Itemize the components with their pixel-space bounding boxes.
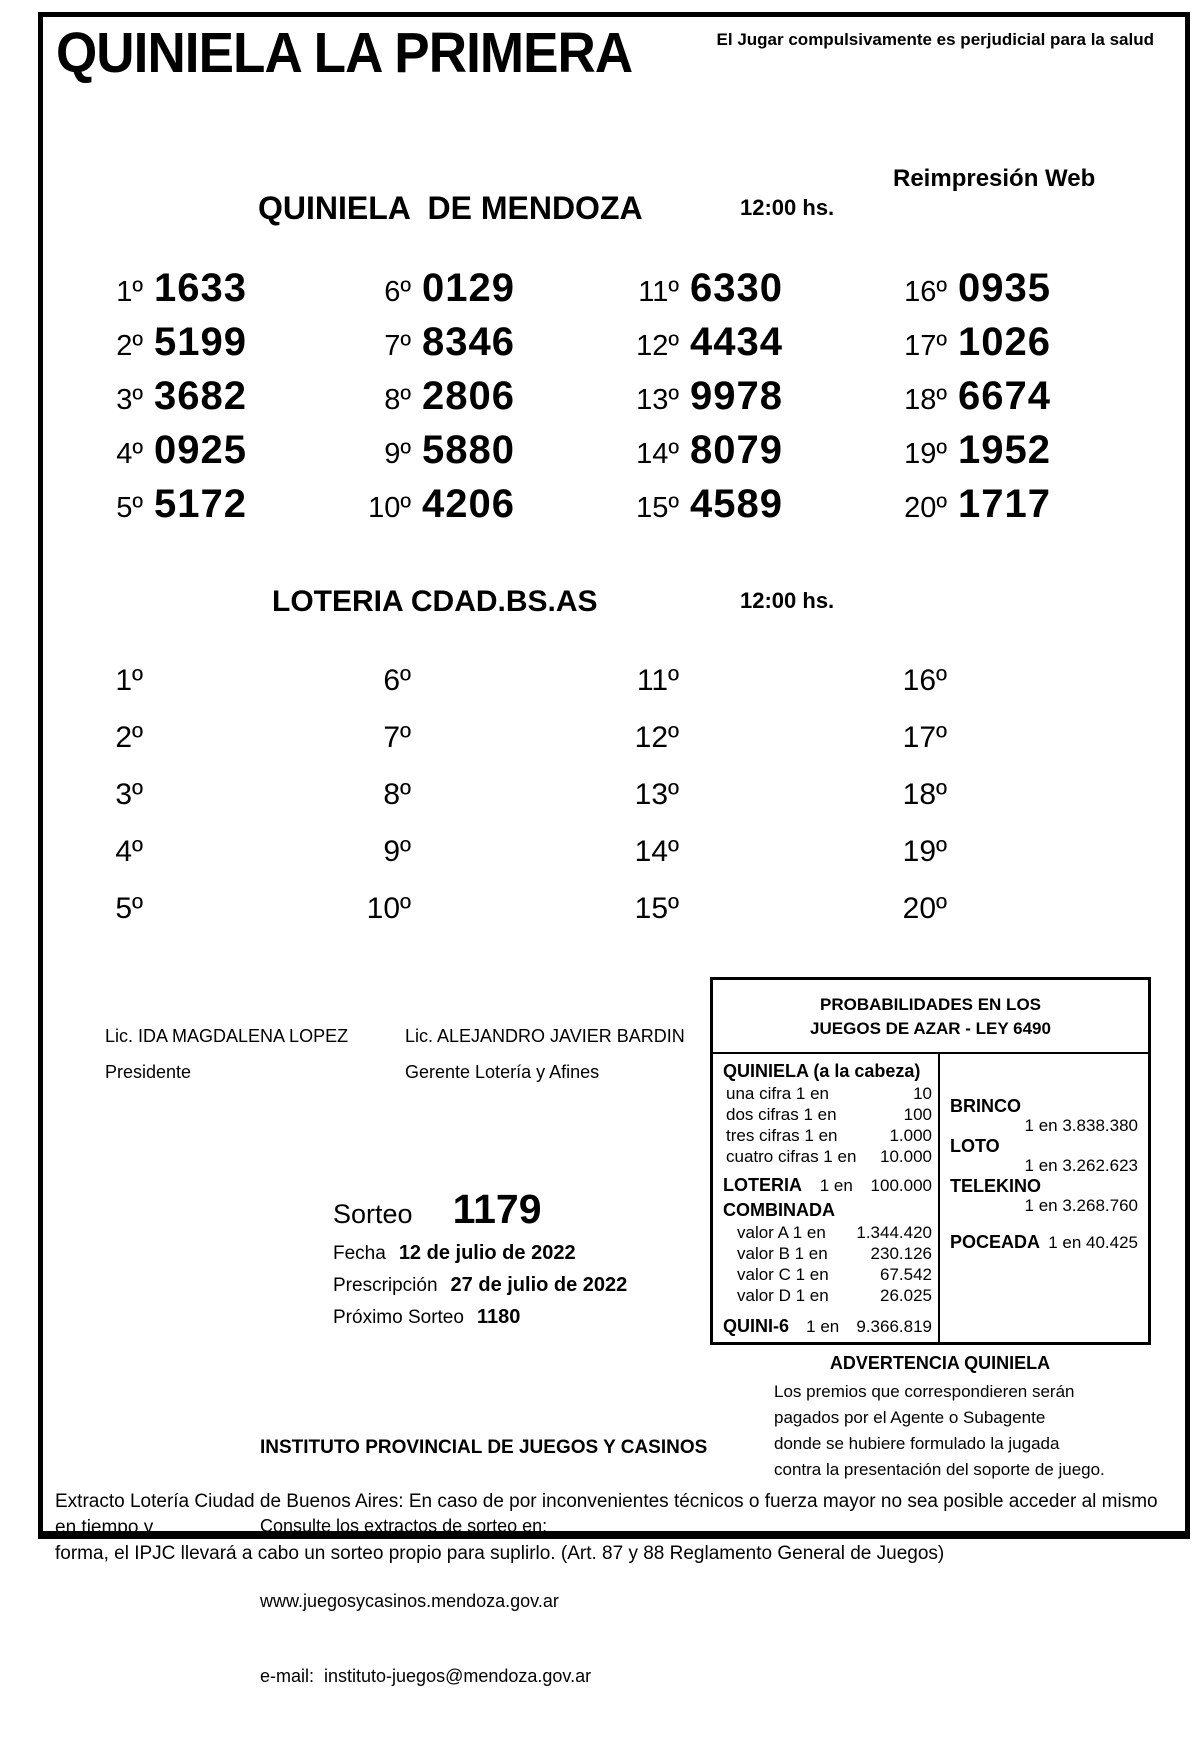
position-ordinal: 8º bbox=[384, 384, 411, 416]
position-ordinal: 14º bbox=[634, 835, 679, 868]
signature-name: Lic. ALEJANDRO JAVIER BARDIN bbox=[405, 1026, 685, 1046]
result-row bbox=[85, 320, 353, 374]
position-ordinal: 20º bbox=[902, 892, 947, 925]
odds-value: 230.126 bbox=[870, 1244, 932, 1263]
signature-name: Lic. IDA MAGDALENA LOPEZ bbox=[105, 1026, 349, 1046]
position-ordinal: 19º bbox=[904, 438, 947, 470]
result-row bbox=[85, 721, 353, 778]
position-ordinal: 20º bbox=[904, 492, 947, 524]
odds-row bbox=[723, 1285, 932, 1306]
draw-date-row bbox=[333, 1242, 627, 1265]
results-column bbox=[621, 664, 889, 949]
game-odds-entry bbox=[950, 1176, 1138, 1215]
position-ordinal: 6º bbox=[383, 664, 411, 697]
position-ordinal: 7º bbox=[383, 721, 411, 754]
result-row bbox=[889, 778, 1157, 835]
footer-note bbox=[55, 1489, 1179, 1567]
probabilities-body bbox=[713, 1054, 1148, 1342]
position-ordinal: 6º bbox=[384, 276, 411, 308]
quiniela-odds-rows bbox=[723, 1083, 932, 1167]
odds-label: dos cifras 1 en bbox=[726, 1105, 837, 1124]
game-odds-value: 1 en 3.838.380 bbox=[1024, 1116, 1138, 1135]
result-row bbox=[85, 664, 353, 721]
quini6-label: QUINI-6 bbox=[723, 1316, 790, 1336]
position-ordinal: 1º bbox=[116, 276, 143, 308]
winning-number: 0925 bbox=[154, 428, 247, 472]
bsas-results-grid bbox=[85, 664, 1157, 949]
quini6-odds-row bbox=[723, 1315, 932, 1338]
result-row bbox=[353, 664, 621, 721]
winning-number: 8079 bbox=[690, 428, 783, 472]
page-title: QUINIELA LA PRIMERA bbox=[56, 21, 633, 85]
position-ordinal: 3º bbox=[116, 384, 143, 416]
result-row bbox=[621, 320, 889, 374]
odds-row bbox=[723, 1264, 932, 1285]
result-row bbox=[889, 266, 1157, 320]
result-row bbox=[621, 778, 889, 835]
signature-president bbox=[105, 1026, 348, 1083]
position-ordinal: 9º bbox=[383, 835, 411, 868]
result-row bbox=[353, 320, 621, 374]
probabilities-title-line2: JUEGOS DE AZAR - LEY 6490 bbox=[810, 1019, 1051, 1038]
mendoza-draw-time: 12:00 hs. bbox=[740, 195, 835, 220]
next-draw-row bbox=[333, 1306, 627, 1329]
result-row bbox=[353, 892, 621, 949]
position-ordinal: 11º bbox=[636, 664, 679, 697]
odds-value: 100 bbox=[903, 1105, 932, 1124]
position-ordinal: 16º bbox=[902, 664, 947, 697]
result-row bbox=[353, 835, 621, 892]
advertencia-line: donde se hubiere formulado la jugada bbox=[774, 1434, 1060, 1453]
quini6-value: 9.366.819 bbox=[856, 1317, 932, 1336]
position-ordinal: 4º bbox=[116, 438, 143, 470]
winning-number: 6330 bbox=[690, 266, 783, 310]
result-row bbox=[621, 664, 889, 721]
winning-number: 8346 bbox=[422, 320, 515, 364]
draw-info-block bbox=[333, 1186, 627, 1329]
odds-row bbox=[723, 1146, 932, 1167]
winning-number: 9978 bbox=[690, 374, 783, 418]
result-row bbox=[85, 892, 353, 949]
position-ordinal: 12º bbox=[634, 721, 679, 754]
game-name: BRINCO bbox=[950, 1096, 1021, 1116]
position-ordinal: 5º bbox=[115, 892, 143, 925]
loteria-odds-row bbox=[723, 1174, 932, 1197]
result-row bbox=[889, 482, 1157, 536]
odds-label: cuatro cifras 1 en bbox=[726, 1147, 857, 1166]
result-row bbox=[621, 428, 889, 482]
position-ordinal: 3º bbox=[115, 778, 143, 811]
game-name: TELEKINO bbox=[950, 1176, 1042, 1196]
position-ordinal: 8º bbox=[383, 778, 411, 811]
winning-number: 6674 bbox=[958, 374, 1051, 418]
position-ordinal: 1º bbox=[115, 664, 143, 697]
result-row bbox=[353, 721, 621, 778]
combinada-odds-rows bbox=[723, 1222, 932, 1306]
position-ordinal: 9º bbox=[384, 438, 411, 470]
probabilities-box bbox=[710, 977, 1151, 1345]
position-ordinal: 16º bbox=[904, 276, 947, 308]
gambling-warning-text: El Jugar compulsivamente es perjudicial para la salud bbox=[716, 30, 1154, 49]
game-odds-value: 1 en 3.262.623 bbox=[1024, 1156, 1138, 1175]
position-ordinal: 5º bbox=[116, 492, 143, 524]
odds-row bbox=[723, 1222, 932, 1243]
game-odds-entry bbox=[950, 1096, 1138, 1135]
result-row bbox=[85, 482, 353, 536]
bsas-draw-time: 12:00 hs. bbox=[740, 588, 835, 613]
result-row bbox=[353, 374, 621, 428]
prescripcion-value: 27 de julio de 2022 bbox=[450, 1274, 628, 1296]
loteria-label: LOTERIA bbox=[723, 1175, 802, 1195]
result-row bbox=[889, 721, 1157, 778]
position-ordinal: 14º bbox=[636, 438, 679, 470]
game-odds-entry bbox=[950, 1136, 1138, 1175]
footer-line2: forma, el IPJC llevará a cabo un sorteo propio para suplirlo. (Art. 87 y 88 Reglamento General de Juegos) bbox=[55, 1543, 945, 1564]
game-odds-entry bbox=[950, 1232, 1138, 1252]
odds-row bbox=[723, 1104, 932, 1125]
odds-label: valor A 1 en bbox=[737, 1223, 826, 1242]
odds-value: 10.000 bbox=[880, 1147, 932, 1166]
results-column bbox=[353, 664, 621, 949]
game-name: LOTO bbox=[950, 1136, 1000, 1156]
odds-label: tres cifras 1 en bbox=[726, 1126, 838, 1145]
odds-label: una cifra 1 en bbox=[726, 1084, 830, 1103]
quiniela-odds-header: QUINIELA (a la cabeza) bbox=[723, 1061, 921, 1081]
proximo-value: 1180 bbox=[476, 1306, 521, 1328]
institute-consult-line: Consulte los extractos de sorteo en: bbox=[260, 1516, 548, 1536]
probabilities-right-column bbox=[940, 1054, 1148, 1342]
result-row bbox=[85, 266, 353, 320]
game-odds-value: 1 en 40.425 bbox=[1048, 1233, 1138, 1252]
position-ordinal: 11º bbox=[638, 276, 679, 308]
results-column bbox=[889, 664, 1157, 949]
institute-website: www.juegosycasinos.mendoza.gov.ar bbox=[260, 1591, 559, 1611]
signature-role: Presidente bbox=[105, 1062, 192, 1082]
result-row bbox=[889, 892, 1157, 949]
position-ordinal: 2º bbox=[115, 721, 143, 754]
institute-name: INSTITUTO PROVINCIAL DE JUEGOS Y CASINOS bbox=[260, 1437, 708, 1458]
position-ordinal: 17º bbox=[904, 330, 947, 362]
winning-number: 4434 bbox=[690, 320, 783, 364]
result-row bbox=[353, 428, 621, 482]
winning-number: 0935 bbox=[958, 266, 1051, 310]
position-ordinal: 10º bbox=[366, 892, 411, 925]
result-row bbox=[85, 778, 353, 835]
result-row bbox=[889, 320, 1157, 374]
advertencia-block bbox=[762, 1353, 1118, 1486]
results-column bbox=[353, 266, 621, 536]
result-row bbox=[621, 835, 889, 892]
result-row bbox=[889, 835, 1157, 892]
winning-number: 1633 bbox=[154, 266, 247, 310]
web-reprint-label: Reimpresión Web bbox=[893, 165, 1096, 192]
draw-prescription-row bbox=[333, 1274, 627, 1297]
odds-label: valor C 1 en bbox=[737, 1265, 829, 1284]
fecha-label: Fecha bbox=[333, 1243, 386, 1264]
position-ordinal: 13º bbox=[634, 778, 679, 811]
odds-row bbox=[723, 1243, 932, 1264]
signature-role: Gerente Lotería y Afines bbox=[405, 1062, 600, 1082]
winning-number: 2806 bbox=[422, 374, 515, 418]
prescripcion-label: Prescripción bbox=[333, 1275, 438, 1296]
result-row bbox=[889, 374, 1157, 428]
advertencia-line: contra la presentación del soporte de juego. bbox=[774, 1460, 1105, 1479]
result-row bbox=[85, 428, 353, 482]
winning-number: 5199 bbox=[154, 320, 247, 364]
result-row bbox=[889, 428, 1157, 482]
winning-number: 1717 bbox=[958, 482, 1051, 526]
odds-value: 1.000 bbox=[889, 1126, 932, 1145]
loteria-mid: 1 en bbox=[819, 1176, 853, 1195]
advertencia-lines bbox=[762, 1382, 1118, 1479]
proximo-label: Próximo Sorteo bbox=[333, 1307, 464, 1328]
advertencia-line: Los premios que correspondieren serán bbox=[774, 1382, 1075, 1401]
result-row bbox=[85, 374, 353, 428]
results-column bbox=[85, 266, 353, 536]
results-column bbox=[621, 266, 889, 536]
position-ordinal: 19º bbox=[902, 835, 947, 868]
results-column bbox=[889, 266, 1157, 536]
advertencia-line: pagados por el Agente o Subagente bbox=[774, 1408, 1046, 1427]
position-ordinal: 12º bbox=[636, 330, 679, 362]
mendoza-section-heading: QUINIELA DE MENDOZA bbox=[258, 190, 643, 226]
mendoza-results-grid bbox=[85, 266, 1157, 536]
position-ordinal: 15º bbox=[636, 492, 679, 524]
game-odds-value: 1 en 3.268.760 bbox=[1024, 1196, 1138, 1215]
probabilities-title bbox=[713, 980, 1148, 1054]
bsas-section-heading: LOTERIA CDAD.BS.AS bbox=[272, 585, 598, 618]
result-row bbox=[621, 482, 889, 536]
position-ordinal: 2º bbox=[116, 330, 143, 362]
position-ordinal: 13º bbox=[636, 384, 679, 416]
position-ordinal: 18º bbox=[904, 384, 947, 416]
odds-label: valor B 1 en bbox=[737, 1244, 828, 1263]
result-row bbox=[621, 892, 889, 949]
result-row bbox=[353, 778, 621, 835]
position-ordinal: 10º bbox=[368, 492, 411, 524]
winning-number: 4206 bbox=[422, 482, 515, 526]
winning-number: 0129 bbox=[422, 266, 515, 310]
position-ordinal: 17º bbox=[902, 721, 947, 754]
odds-value: 67.542 bbox=[880, 1265, 932, 1284]
position-ordinal: 18º bbox=[902, 778, 947, 811]
winning-number: 1026 bbox=[958, 320, 1051, 364]
result-row bbox=[353, 482, 621, 536]
odds-row bbox=[723, 1083, 932, 1104]
institute-email: e-mail: instituto-juegos@mendoza.gov.ar bbox=[260, 1666, 592, 1686]
winning-number: 5172 bbox=[154, 482, 247, 526]
result-row bbox=[621, 374, 889, 428]
winning-number: 5880 bbox=[422, 428, 515, 472]
winning-number: 3682 bbox=[154, 374, 247, 418]
winning-number: 1952 bbox=[958, 428, 1051, 472]
fecha-value: 12 de julio de 2022 bbox=[398, 1242, 576, 1264]
result-row bbox=[85, 835, 353, 892]
odds-value: 1.344.420 bbox=[856, 1223, 932, 1242]
loteria-value: 100.000 bbox=[870, 1176, 932, 1195]
odds-label: valor D 1 en bbox=[737, 1286, 829, 1305]
odds-value: 26.025 bbox=[880, 1286, 932, 1305]
combinada-odds-header: COMBINADA bbox=[723, 1200, 835, 1220]
footer-line1: Extracto Lotería Ciudad de Buenos Aires: En caso de por inconvenientes técnicos o fuerza mayor no sea posible acceder al mismo en tiempo y bbox=[55, 1491, 1158, 1538]
result-row bbox=[621, 721, 889, 778]
draw-number-row bbox=[333, 1186, 627, 1233]
position-ordinal: 7º bbox=[384, 330, 411, 362]
sorteo-label: Sorteo bbox=[333, 1199, 413, 1229]
position-ordinal: 15º bbox=[634, 892, 679, 925]
advertencia-title: ADVERTENCIA QUINIELA bbox=[829, 1353, 1051, 1373]
probabilities-left-column bbox=[713, 1054, 940, 1342]
result-row bbox=[353, 266, 621, 320]
probabilities-title-line1: PROBABILIDADES EN LOS bbox=[819, 995, 1042, 1014]
result-row bbox=[889, 664, 1157, 721]
winning-number: 4589 bbox=[690, 482, 783, 526]
sorteo-number: 1179 bbox=[452, 1186, 542, 1232]
signature-manager bbox=[405, 1026, 685, 1083]
result-row bbox=[621, 266, 889, 320]
game-name: POCEADA bbox=[950, 1232, 1041, 1252]
results-column bbox=[85, 664, 353, 949]
odds-row bbox=[723, 1125, 932, 1146]
odds-value: 10 bbox=[913, 1084, 932, 1103]
quini6-mid: 1 en bbox=[806, 1317, 840, 1336]
position-ordinal: 4º bbox=[115, 835, 143, 868]
